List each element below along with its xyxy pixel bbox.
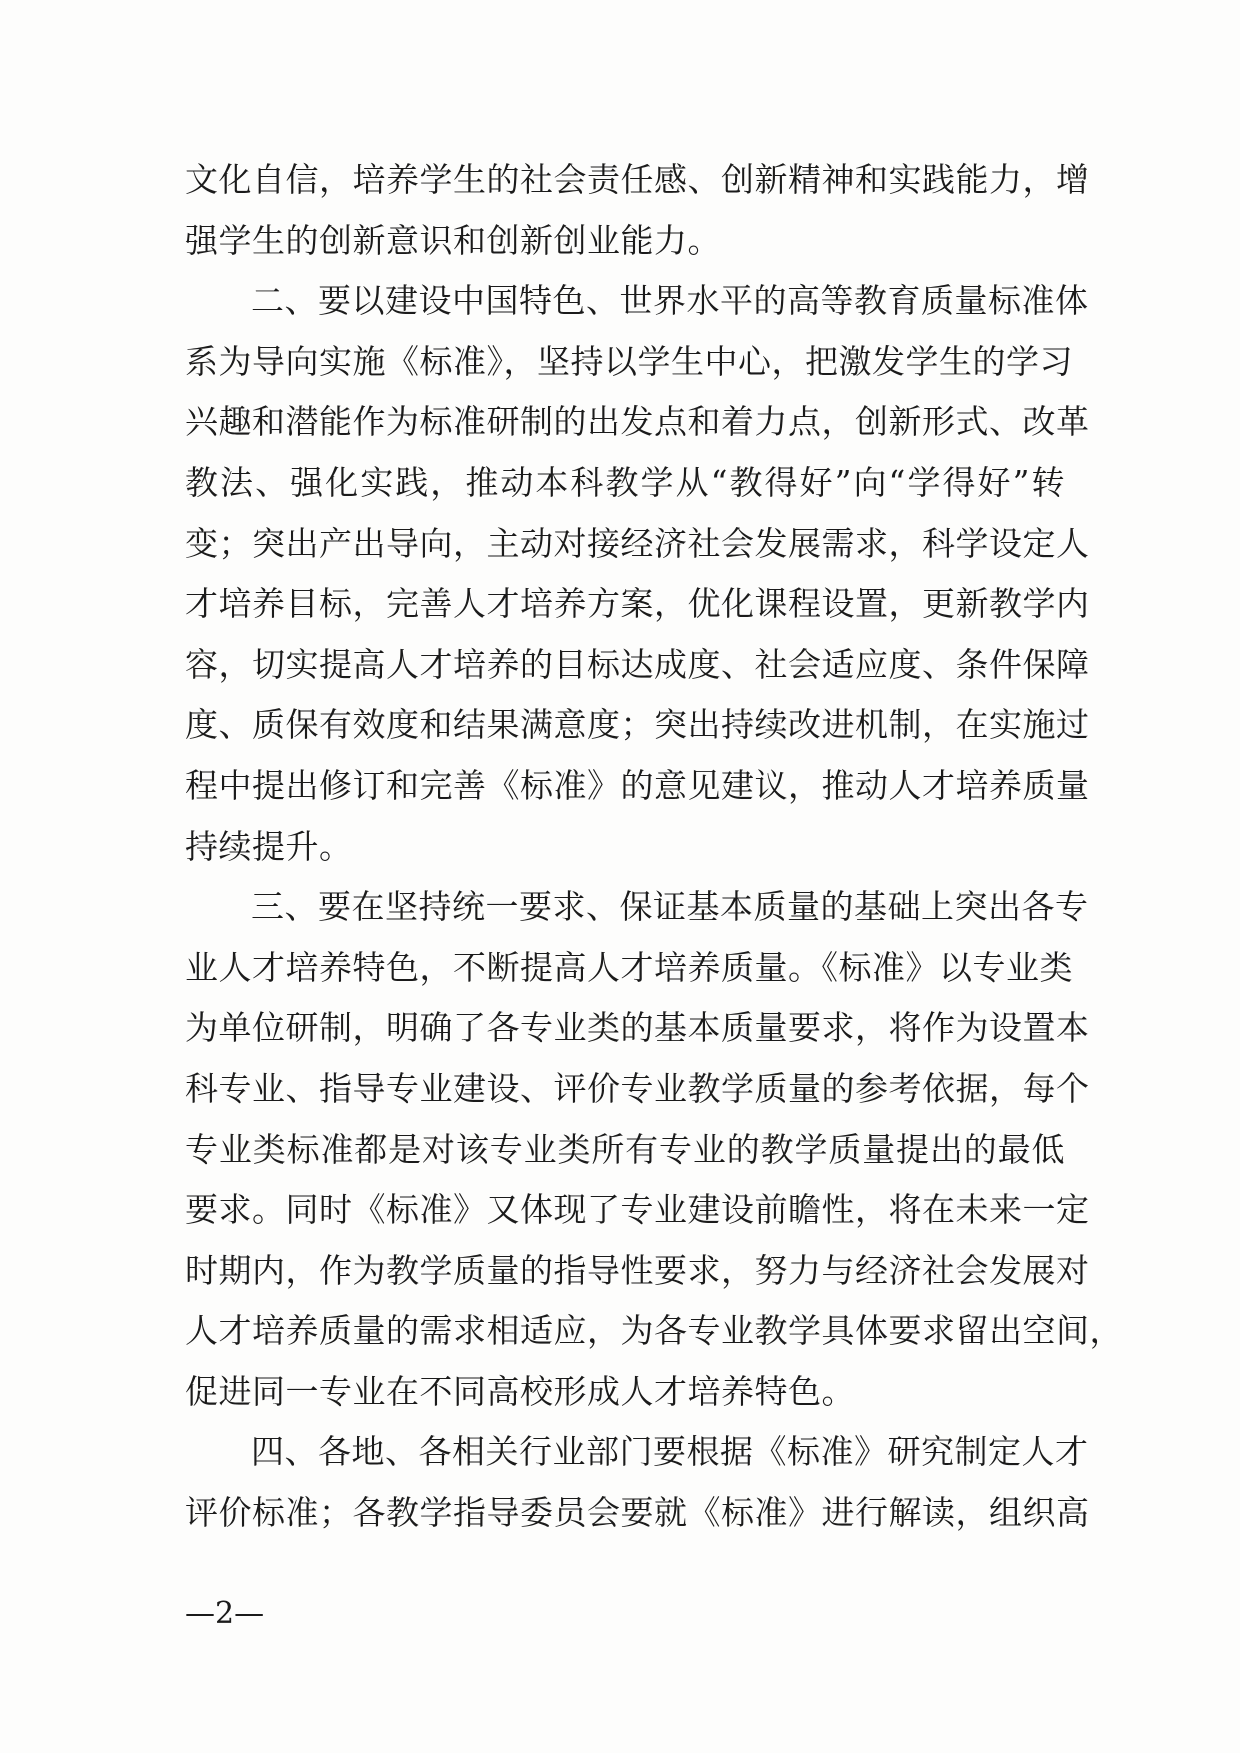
page-number: —2—: [185, 1596, 265, 1631]
text-line: 科专业、指导专业建设、评价专业教学质量的参考依据，每个: [185, 1068, 1090, 1108]
text-line: 评价标准；各教学指导委员会要就《标准》进行解读，组织高: [185, 1493, 1090, 1533]
paragraph-start-line: 二、要以建设中国特色、世界水平的高等教育质量标准体: [251, 281, 1089, 321]
text-line: 人才培养质量的需求相适应，为各专业教学具体要求留出空间，: [185, 1311, 1123, 1351]
text-line: 促进同一专业在不同高校形成人才培养特色。: [185, 1371, 855, 1411]
paragraph-start-line: 四、各地、各相关行业部门要根据《标准》研究制定人才: [251, 1432, 1089, 1472]
text-line: 程中提出修订和完善《标准》的意见建议，推动人才培养质量: [185, 765, 1090, 805]
text-line: 教法、强化实践，推动本科教学从“教得好”向“学得好”转: [185, 462, 1065, 502]
text-line: 时期内，作为教学质量的指导性要求，努力与经济社会发展对: [185, 1250, 1090, 1290]
body-text: [185, 150, 1123, 1544]
text-line: 业人才培养特色，不断提高人才培养质量。《标准》以专业类: [185, 947, 1073, 987]
text-line: 持续提升。: [185, 826, 353, 866]
text-line: 兴趣和潜能作为标准研制的出发点和着力点，创新形式、改革: [185, 402, 1090, 442]
text-line: 为单位研制，明确了各专业类的基本质量要求，将作为设置本: [185, 1008, 1090, 1048]
text-line: 变；突出产出导向，主动对接经济社会发展需求，科学设定人: [185, 523, 1090, 563]
text-line: 才培养目标，完善人才培养方案，优化课程设置，更新教学内: [185, 584, 1090, 624]
text-line: 文化自信，培养学生的社会责任感、创新精神和实践能力，增: [185, 160, 1090, 199]
text-line: 容，切实提高人才培养的目标达成度、社会适应度、条件保障: [185, 644, 1090, 684]
text-line: 专业类标准都是对该专业类所有专业的教学质量提出的最低: [185, 1129, 1065, 1169]
paragraph-start-line: 三、要在坚持统一要求、保证基本质量的基础上突出各专: [251, 887, 1089, 927]
text-line: 系为导向实施《标准》，坚持以学生中心，把激发学生的学习: [185, 341, 1073, 381]
text-line: 要求。同时《标准》又体现了专业建设前瞻性，将在未来一定: [185, 1190, 1090, 1230]
text-line: 强学生的创新意识和创新创业能力。: [185, 220, 721, 260]
text-line: 度、质保有效度和结果满意度；突出持续改进机制，在实施过: [185, 705, 1090, 745]
